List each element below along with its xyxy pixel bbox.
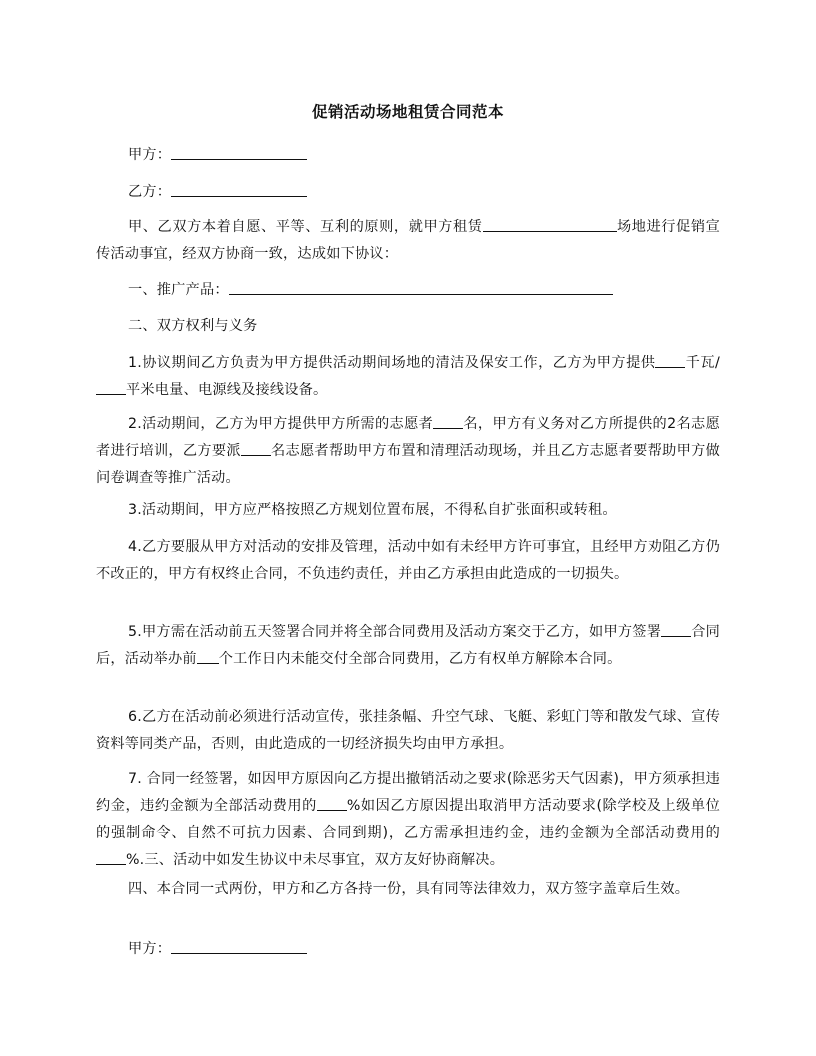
item-7-text-c: %.三、活动中如发生协议中未尽事宜，双方友好协商解决。	[126, 852, 505, 868]
item-7-text-b: %如因乙方原因提出取消甲方活动要求(除学校及上级单位的强制命令、自然不可抗力因素、合同到期)，乙方需承担违约金，违约金额为全部活动费用的	[96, 798, 720, 841]
signature-party-a-line	[96, 936, 720, 963]
item-7	[96, 766, 720, 874]
party-b-penalty-blank	[96, 849, 126, 865]
item-1	[96, 350, 720, 404]
item-6: 6.乙方在活动前必须进行活动宣传，张挂条幅、升空气球、飞艇、彩虹门等和散发气球、宣传资料等同类产品，否则，由此造成的一切经济损失均由甲方承担。	[96, 709, 720, 752]
section-1-label: 一、推广产品：	[128, 282, 229, 298]
party-a-line	[96, 142, 720, 169]
intro-text-1: 甲、乙双方本着自愿、平等、互利的原则，就甲方租赁	[128, 219, 483, 235]
party-a-label: 甲方：	[128, 147, 172, 163]
signature-party-a-blank	[171, 938, 307, 954]
item-5-text-a: 5.甲方需在活动前五天签署合同并将全部合同费用及活动方案交于乙方，如甲方签署	[128, 624, 662, 640]
signature-party-a-label: 甲方：	[128, 941, 172, 957]
item-1-text-c: 平米电量、电源线及接线设备。	[126, 382, 328, 398]
intro-text-2: 场地进行促销宣传活动事宜，经双方协商一致，达成如下协议：	[96, 219, 720, 262]
party-b-label: 乙方：	[128, 184, 172, 200]
item-1-text-b: 千瓦/	[685, 355, 720, 371]
party-b-blank	[171, 181, 307, 197]
item-5-text-c: 个工作日内未能交付全部合同费用，乙方有权单方解除本合同。	[218, 651, 622, 667]
party-b-line	[96, 179, 720, 206]
product-blank	[229, 279, 613, 295]
item-5	[96, 619, 720, 673]
item-2-text-b: 名，甲方有义务对乙方所提供的2名志愿者进行培训，乙方要派	[96, 416, 720, 459]
party-a-blank	[171, 144, 307, 160]
item-2-text-a: 2.活动期间，乙方为甲方提供甲方所需的志愿者	[128, 416, 434, 432]
item-2	[96, 411, 720, 492]
party-a-penalty-blank	[317, 795, 347, 811]
assigned-volunteer-blank	[241, 440, 271, 456]
item-1-text-a: 1.协议期间乙方负责为甲方提供活动期间场地的清洁及保安工作，乙方为甲方提供	[128, 355, 656, 371]
section-1-line	[96, 277, 720, 304]
workday-blank	[197, 648, 219, 664]
section-2-heading: 二、双方权利与义务	[128, 318, 258, 334]
intro-paragraph	[96, 214, 720, 268]
item-5-text-b: 合同后，活动举办前	[96, 624, 720, 667]
square-meter-blank	[96, 379, 126, 395]
volunteer-count-blank	[433, 413, 463, 429]
item-2-text-c: 名志愿者帮助甲方布置和清理活动现场，并且乙方志愿者要帮助甲方做问卷调查等推广活动。	[96, 443, 720, 486]
kilowatt-blank	[655, 352, 685, 368]
item-4: 4.乙方要服从甲方对活动的安排及管理，活动中如有未经甲方许可事宜，且经甲方劝阻乙方仍不改正的，甲方有权终止合同，不负违约责任，并由乙方承担由此造成的一切损失。	[96, 539, 720, 582]
document-title: 促销活动场地租赁合同范本	[311, 103, 504, 121]
venue-blank	[483, 216, 617, 232]
section-4: 四、本合同一式两份，甲方和乙方各持一份，具有同等法律效力，双方签字盖章后生效。	[128, 881, 690, 897]
item-7-text-a: 7. 合同一经签署，如因甲方原因向乙方提出撤销活动之要求(除恶劣天气因素)，甲方须承担违约金，违约金额为全部活动费用的	[96, 771, 720, 814]
item-3: 3.活动期间，甲方应严格按照乙方规划位置布展，不得私自扩张面积或转租。	[128, 502, 617, 518]
sign-blank	[661, 621, 691, 637]
